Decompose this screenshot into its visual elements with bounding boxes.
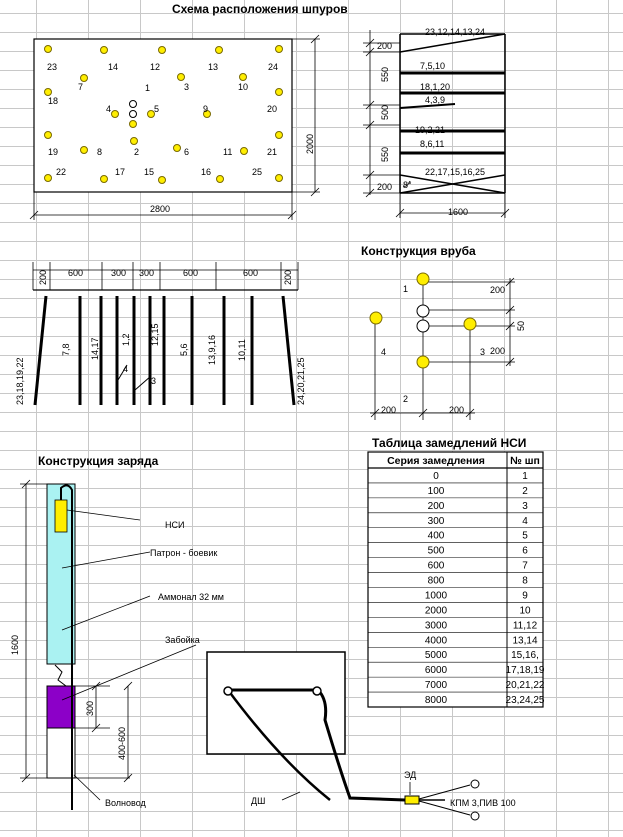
- table-cell-hole: 7: [522, 560, 528, 572]
- table-cell-hole: 9: [522, 590, 528, 602]
- table-cell-hole: 15,16,: [511, 650, 539, 662]
- svg-text:400-600: 400-600: [117, 726, 127, 760]
- svg-text:1,2: 1,2: [121, 333, 131, 346]
- title-layout: Схема расположения шпуров: [172, 2, 348, 16]
- svg-text:20: 20: [267, 104, 278, 114]
- svg-text:23,12,14,13,24: 23,12,14,13,24: [425, 27, 486, 37]
- svg-text:2: 2: [134, 147, 140, 157]
- table-cell-hole: 4: [522, 515, 528, 527]
- svg-text:4,3,9: 4,3,9: [425, 95, 446, 105]
- svg-text:КПМ 3,ПИВ 100: КПМ 3,ПИВ 100: [450, 798, 516, 808]
- table-cell-hole: 6: [522, 545, 528, 557]
- svg-text:17: 17: [115, 167, 126, 177]
- title-table: Таблица замедлений НСИ: [372, 436, 527, 450]
- table-cell-hole: 23,24,25: [505, 695, 545, 706]
- svg-text:2: 2: [403, 394, 409, 404]
- svg-text:5,6: 5,6: [179, 343, 189, 356]
- delay-table: [368, 452, 545, 707]
- table-cell-series: 0: [433, 470, 439, 482]
- plan-height-dim: 2000: [305, 133, 315, 154]
- table-cell-series: 100: [427, 485, 445, 497]
- svg-text:10: 10: [238, 82, 249, 92]
- svg-text:Патрон - боевик: Патрон - боевик: [150, 548, 218, 558]
- svg-text:13: 13: [208, 62, 219, 72]
- svg-text:24,20,21,25: 24,20,21,25: [296, 357, 306, 405]
- svg-text:500: 500: [380, 104, 390, 120]
- svg-text:4: 4: [106, 104, 112, 114]
- table-cell-series: 4000: [424, 635, 448, 647]
- hole-layout-plan: [30, 35, 320, 220]
- svg-text:22: 22: [56, 167, 67, 177]
- table-cell-hole: 10: [519, 605, 531, 617]
- svg-text:8°: 8°: [403, 180, 412, 190]
- svg-text:23: 23: [47, 62, 58, 72]
- svg-text:22,17,15,16,25: 22,17,15,16,25: [425, 167, 486, 177]
- svg-text:4: 4: [123, 364, 129, 374]
- svg-text:21: 21: [267, 147, 278, 157]
- svg-text:Забойка: Забойка: [165, 635, 200, 645]
- svg-text:3: 3: [184, 82, 190, 92]
- svg-text:Волновод: Волновод: [105, 798, 146, 808]
- svg-text:600: 600: [183, 268, 199, 278]
- svg-text:200: 200: [449, 405, 465, 415]
- table-header-series: Серия замедления: [387, 455, 485, 467]
- svg-text:НСИ: НСИ: [165, 520, 185, 530]
- svg-text:18: 18: [48, 96, 59, 106]
- svg-text:11: 11: [223, 147, 233, 157]
- table-cell-hole: 2: [522, 485, 528, 497]
- table-cell-hole: 11,12: [512, 620, 538, 632]
- table-cell-series: 2000: [424, 605, 448, 617]
- svg-text:16: 16: [201, 167, 212, 177]
- table-cell-series: 3000: [424, 620, 448, 632]
- svg-text:18,1,20: 18,1,20: [420, 82, 451, 92]
- svg-text:4: 4: [381, 347, 387, 357]
- longitudinal-top-dims: [38, 268, 293, 285]
- svg-text:50: 50: [516, 320, 526, 331]
- svg-text:300: 300: [139, 268, 155, 278]
- table-cell-hole: 8: [522, 575, 528, 587]
- plan-width-dim: 2800: [150, 204, 171, 214]
- table-cell-series: 300: [427, 515, 445, 527]
- svg-text:300: 300: [85, 700, 95, 716]
- svg-text:19,2,21: 19,2,21: [415, 125, 446, 135]
- table-cell-series: 500: [427, 545, 445, 557]
- longitudinal-bar-labels: [15, 323, 306, 405]
- svg-text:13,9,16: 13,9,16: [207, 334, 217, 365]
- svg-text:ЭД: ЭД: [404, 770, 417, 780]
- section-view: [363, 27, 509, 218]
- svg-text:1: 1: [145, 83, 151, 93]
- svg-text:1600: 1600: [448, 207, 469, 217]
- table-cell-series: 400: [427, 530, 445, 542]
- svg-text:5: 5: [154, 104, 160, 114]
- table-cell-series: 1000: [424, 590, 448, 602]
- svg-text:8,6,11: 8,6,11: [420, 139, 445, 149]
- longitudinal-section: [15, 262, 306, 405]
- svg-text:7: 7: [78, 82, 84, 92]
- svg-text:200: 200: [377, 182, 393, 192]
- svg-text:15: 15: [144, 167, 155, 177]
- svg-text:24: 24: [268, 62, 279, 72]
- svg-text:200: 200: [283, 269, 293, 285]
- table-cell-series: 7000: [424, 680, 448, 692]
- svg-text:23,18,19,22: 23,18,19,22: [15, 357, 25, 405]
- svg-text:Аммонал 32 мм: Аммонал 32 мм: [158, 592, 224, 602]
- svg-text:1: 1: [403, 284, 409, 294]
- svg-text:300: 300: [111, 268, 127, 278]
- svg-text:200: 200: [490, 285, 506, 295]
- table-cell-series: 800: [427, 575, 445, 587]
- title-cut: Конструкция вруба: [361, 244, 476, 258]
- cut-construction: [370, 273, 526, 420]
- svg-text:200: 200: [381, 405, 397, 415]
- svg-text:7,5,10: 7,5,10: [420, 61, 446, 71]
- svg-text:200: 200: [377, 41, 393, 51]
- svg-text:3: 3: [480, 347, 486, 357]
- svg-text:7,8: 7,8: [61, 343, 71, 356]
- table-cell-series: 5000: [424, 650, 448, 662]
- svg-text:12: 12: [150, 62, 161, 72]
- svg-text:200: 200: [38, 269, 48, 285]
- svg-text:3: 3: [151, 376, 157, 386]
- svg-text:550: 550: [380, 66, 390, 82]
- svg-text:200: 200: [490, 346, 506, 356]
- table-header-hole: № шп: [510, 455, 540, 467]
- svg-text:10,11: 10,11: [237, 339, 247, 361]
- svg-text:6: 6: [184, 147, 190, 157]
- svg-text:8: 8: [97, 147, 103, 157]
- svg-text:14,17: 14,17: [90, 337, 100, 360]
- table-cell-series: 6000: [424, 665, 448, 677]
- svg-text:600: 600: [243, 268, 259, 278]
- table-cell-hole: 13,14: [512, 635, 538, 647]
- svg-text:14: 14: [108, 62, 119, 72]
- table-cell-hole: 3: [522, 500, 528, 512]
- svg-text:ДШ: ДШ: [251, 796, 266, 806]
- svg-text:1600: 1600: [10, 634, 20, 655]
- svg-text:9: 9: [203, 104, 209, 114]
- svg-text:25: 25: [252, 167, 263, 177]
- table-cell-hole: 20,21,22: [505, 680, 545, 692]
- table-cell-series: 200: [427, 500, 445, 512]
- title-charge: Конструкция заряда: [38, 454, 159, 468]
- svg-text:600: 600: [68, 268, 84, 278]
- table-cell-series: 8000: [424, 695, 448, 706]
- table-cell-hole: 17,18,19: [505, 665, 545, 677]
- svg-text:550: 550: [380, 146, 390, 162]
- table-cell-hole: 1: [522, 470, 528, 482]
- table-cell-series: 600: [427, 560, 445, 572]
- svg-text:19: 19: [48, 147, 59, 157]
- svg-text:12,15: 12,15: [150, 323, 160, 346]
- table-cell-hole: 5: [522, 530, 528, 542]
